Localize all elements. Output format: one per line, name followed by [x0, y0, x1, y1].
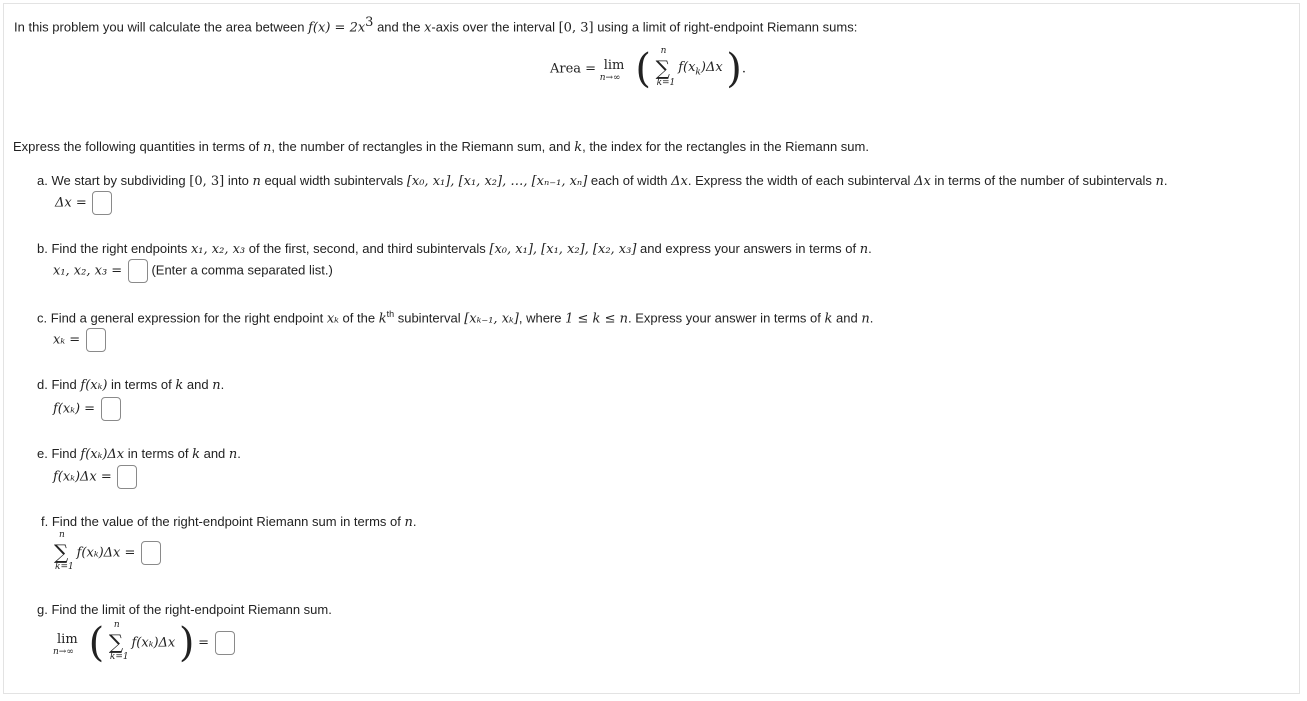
part-a-answer-label: Δx = — [55, 195, 87, 211]
part-e-answer-row — [53, 465, 137, 489]
part-e-question: e. Find f(xₖ)Δx in terms of k and n. — [37, 446, 241, 462]
part-c-answer-input[interactable] — [86, 328, 106, 352]
part-f-answer-row — [53, 532, 161, 574]
part-f-answer-label: f(xₖ)Δx = — [76, 545, 136, 561]
part-a-answer-input[interactable] — [92, 191, 112, 215]
part-d-question: d. Find f(xₖ) in terms of k and n. — [37, 377, 225, 393]
summation-symbol: n ∑ k=1 — [108, 620, 129, 662]
part-b-answer-row — [53, 259, 333, 283]
part-g-answer-input[interactable] — [215, 631, 235, 655]
instructions-text: Express the following quantities in terms of n, the number of rectangles in the Riemann sum, and k, the index for the rectangles in the Riemann sum. — [13, 139, 869, 155]
part-c-answer-row — [53, 328, 106, 352]
part-a-answer-row — [55, 191, 112, 215]
part-c-answer-label: xₖ = — [53, 332, 81, 348]
part-b-hint: (Enter a comma separated list.) — [151, 262, 333, 278]
part-c-question: c. Find a general expression for the right endpoint xₖ of the $k^{th}$ subinterval [xₖ₋₁, xₖ], where 1 ≤ k ≤ n. Express your answer in terms of k and n. — [37, 309, 874, 327]
part-b-answer-label: x₁, x₂, x₃ = — [53, 263, 123, 279]
part-d-answer-input[interactable] — [101, 397, 121, 421]
area-formula: Area = lim n→∞ ( n ∑ k=1 $f(x_k)\Delta x$ ). — [550, 46, 747, 92]
part-b-answer-input[interactable] — [128, 259, 148, 283]
part-b-question: b. Find the right endpoints x₁, x₂, x₃ of the first, second, and third subintervals [x₀, x₁], [x₁, x₂], [x₂, x₃] and express your answers in terms of n. — [37, 241, 872, 257]
part-e-answer-input[interactable] — [117, 465, 137, 489]
part-d-answer-row — [53, 397, 121, 421]
summation-symbol: n ∑ k=1 — [54, 530, 74, 572]
intro-text: In this problem you will calculate the area between $f(x) = 2x^3$ and the x-axis over the interval [0, 3] using a limit of right-endpoint Riemann sums: — [14, 15, 858, 36]
part-d-answer-label: f(xₖ) = — [53, 401, 96, 417]
limit-symbol: lim n→∞ — [53, 632, 78, 657]
part-a-question: a. We start by subdividing [0, 3] into n equal width subintervals [x₀, x₁], [x₁, x₂], …, [xₙ₋₁, xₙ] each of width Δx. Express the width of each subinterval Δx in terms of the number of subintervals n. — [37, 173, 1168, 189]
part-g-question: g. Find the limit of the right-endpoint Riemann sum. — [37, 602, 332, 617]
problem-panel — [3, 3, 1300, 694]
part-g-answer-row: lim n→∞ ( n ∑ k=1 f(xₖ)Δx ) = — [53, 622, 235, 664]
part-e-answer-label: f(xₖ)Δx = — [53, 469, 112, 485]
part-f-question: f. Find the value of the right-endpoint Riemann sum in terms of n. — [41, 514, 417, 530]
part-f-answer-input[interactable] — [141, 541, 161, 565]
